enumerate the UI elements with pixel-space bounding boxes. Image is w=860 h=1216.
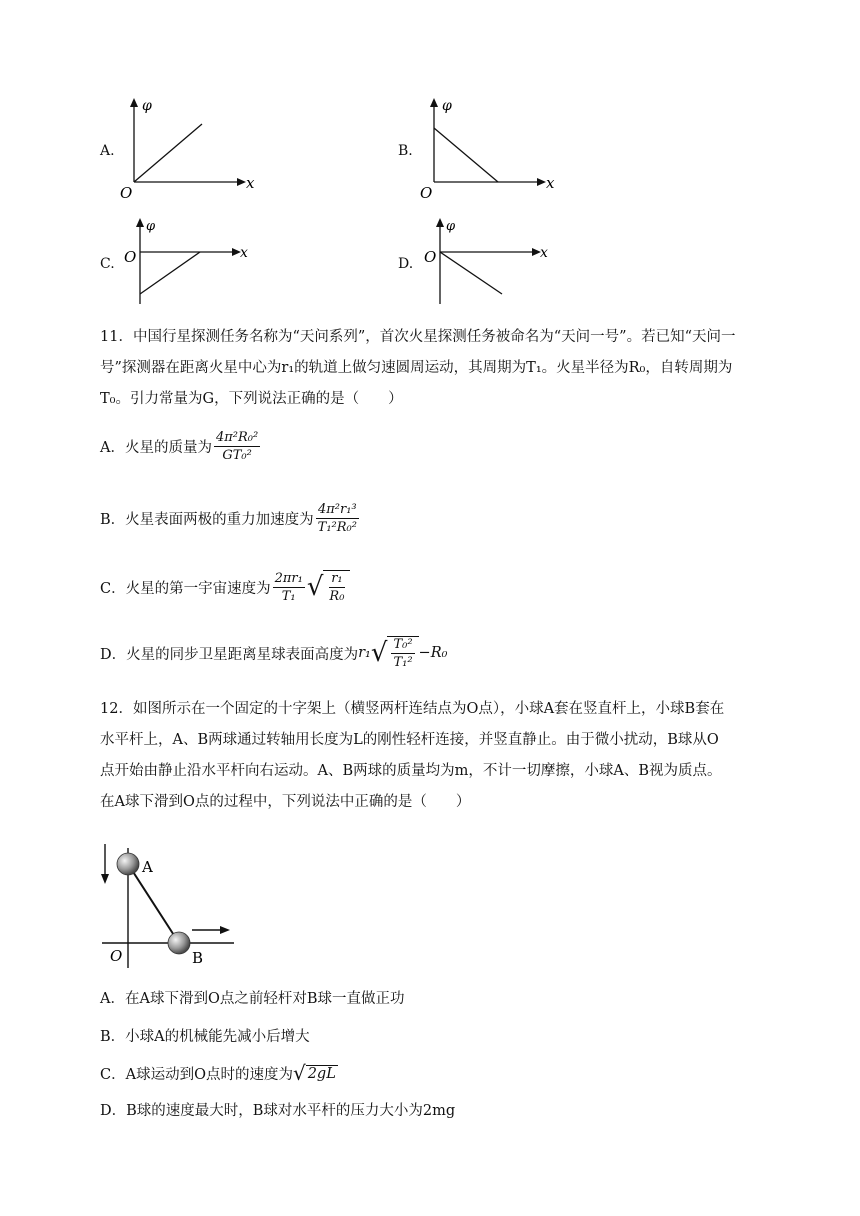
graph-b bbox=[418, 92, 558, 200]
graph-d-label: D. bbox=[398, 256, 414, 272]
q11-b-fraction: $\frac{\text{4π²r₁³}}{\text{T₁²R₀²}}$ bbox=[317, 502, 357, 535]
q11-option-c: C．火星的第一宇宙速度为 $\frac{\text{2πr₁}}{\text{T₁}}$ √ $\frac{\text{r₁}}{\text{R₀}}$ bbox=[100, 570, 350, 604]
q11-c-fraction: $\frac{\text{2πr₁}}{\text{T₁}}$ bbox=[274, 570, 303, 604]
q11-option-d: D．火星的同步卫星距离星球表面高度为 r₁ √ $\frac{\text{T₀²}}{\text{T₁²}}$ −R₀ bbox=[100, 637, 448, 670]
graph-a-origin: O bbox=[120, 184, 133, 200]
graph-b-label: B. bbox=[398, 143, 413, 159]
ball-a bbox=[117, 853, 139, 875]
graph-b-origin: O bbox=[420, 184, 433, 200]
label-a: A bbox=[142, 858, 153, 876]
graph-c bbox=[118, 212, 258, 312]
graph-b-xaxis: x bbox=[546, 174, 555, 192]
q11-option-b: B．火星表面两极的重力加速度为 $\frac{\text{4π²r₁³}}{\text{T₁²R₀²}}$ bbox=[100, 502, 357, 535]
question-11-stem: 11．中国行星探测任务名称为“天问系列”，首次火星探测任务被命名为“天问一号”。若已知“天问一 号”探测器在距离火星中心为r₁的轨道上做匀速圆周运动，其周期为T₁。火星半径为R₀，自转周期为 T₀。引力常量为G，下列说法正确的是（ ） bbox=[100, 329, 736, 407]
q12-c-sqrt: √ 2gL bbox=[292, 1061, 336, 1085]
graph-c-xaxis: x bbox=[240, 245, 248, 261]
graph-b-yaxis: φ bbox=[442, 98, 452, 114]
q12-option-c: C．A球运动到O点时的速度为 √ 2gL bbox=[100, 1061, 336, 1085]
graph-a bbox=[118, 92, 258, 200]
graph-c-yaxis: φ bbox=[146, 219, 156, 234]
graph-a-label: A. bbox=[100, 143, 115, 159]
graph-a-xaxis: x bbox=[246, 174, 255, 192]
label-o: O bbox=[110, 947, 123, 965]
question-12-stem: 12．如图所示在一个固定的十字架上（横竖两杆连结点为O点），小球A套在竖直杆上，小球B套在 水平杆上，A、B两球通过转轴用长度为L的刚性轻杆连接，并竖直静止。由于微小扰动，B球从O 点开始由静止沿水平杆向右运动。A、B两球的质量均为m，不计一切摩擦，小球A、B视为质点。 在A球下滑到O点的过程中，下列说法中正确的是（ ） bbox=[100, 701, 725, 810]
graph-d-origin: O bbox=[424, 248, 437, 266]
q11-d-sqrt: √ $\frac{\text{T₀²}}{\text{T₁²}}$ bbox=[371, 636, 419, 670]
label-b: B bbox=[192, 949, 204, 967]
q11-c-sqrt: √ $\frac{\text{r₁}}{\text{R₀}}$ bbox=[307, 570, 351, 604]
q11-a-fraction: $\frac{\text{4π²R₀²}}{\text{GT₀²}}$ bbox=[215, 430, 259, 463]
graph-d-yaxis: φ bbox=[446, 219, 456, 234]
q11-option-a: A．火星的质量为 $\frac{\text{4π²R₀²}}{\text{GT₀²}}$ bbox=[100, 430, 259, 463]
q12-option-a: A．在A球下滑到O点之前轻杆对B球一直做正功 bbox=[100, 991, 405, 1007]
graph-c-origin: O bbox=[124, 248, 137, 266]
graph-a-yaxis: φ bbox=[142, 98, 152, 114]
q12-figure bbox=[98, 836, 248, 972]
graph-d-xaxis: x bbox=[540, 245, 548, 261]
ball-b bbox=[168, 932, 190, 954]
graph-d bbox=[418, 212, 558, 312]
graph-c-label: C. bbox=[100, 256, 115, 272]
q12-option-d: D．B球的速度最大时，B球对水平杆的压力大小为2mg bbox=[100, 1103, 456, 1119]
q12-option-b: B．小球A的机械能先减小后增大 bbox=[100, 1029, 310, 1045]
